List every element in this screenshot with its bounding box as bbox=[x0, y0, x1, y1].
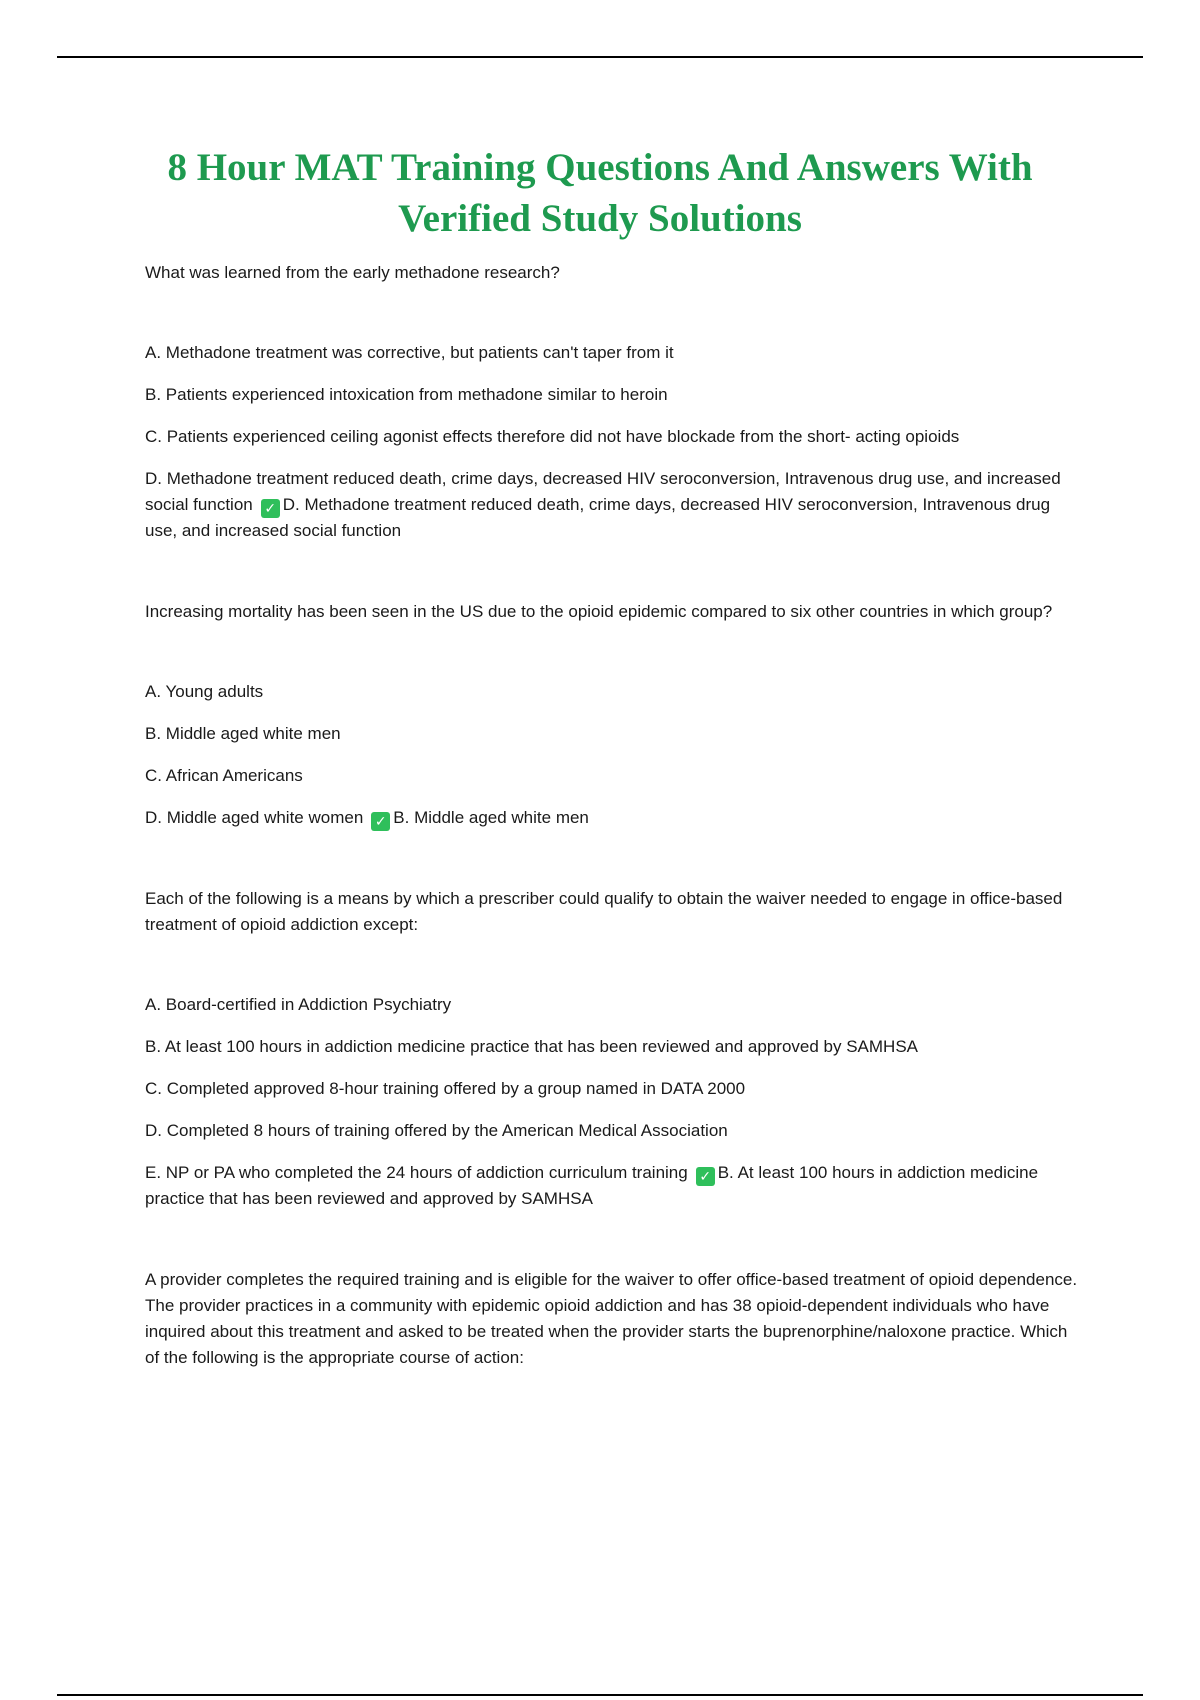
answer-text: B. At least 100 hours in addiction medicine practice that has been reviewed and approved by SAMHSA bbox=[145, 1163, 1039, 1208]
answer-text: D. Methadone treatment reduced death, crime days, decreased HIV seroconversion, Intravenous drug use, and increased social function bbox=[145, 495, 1051, 540]
option-c: C. African Americans bbox=[145, 766, 303, 785]
option-b: B. At least 100 hours in addiction medicine practice that has been reviewed and approved by SAMHSA bbox=[145, 1037, 919, 1056]
option-c: C. Patients experienced ceiling agonist effects therefore did not have blockade from the short- acting opioids bbox=[145, 427, 960, 446]
option-d-with-answer bbox=[145, 466, 1080, 544]
option-a: A. Board-certified in Addiction Psychiatry bbox=[145, 995, 452, 1014]
option-c: C. Completed approved 8-hour training offered by a group named in DATA 2000 bbox=[145, 1079, 746, 1098]
top-rule bbox=[57, 56, 1143, 58]
questions-list bbox=[145, 260, 1080, 1371]
check-icon: ✓ bbox=[261, 499, 280, 518]
option-d-with-answer bbox=[145, 805, 1080, 831]
option-d: D. Middle aged white women bbox=[145, 808, 364, 827]
option-e: E. NP or PA who completed the 24 hours of addiction curriculum training bbox=[145, 1163, 688, 1182]
option-a: A. Methadone treatment was corrective, but patients can't taper from it bbox=[145, 343, 674, 362]
document-title: 8 Hour MAT Training Questions And Answers With Verified Study Solutions bbox=[167, 146, 1033, 240]
options-list bbox=[145, 340, 1080, 544]
option-e-with-answer bbox=[145, 1160, 1080, 1212]
question-text: A provider completes the required training and is eligible for the waiver to offer office-based treatment of opioid dependence. The provider practices in a community with epidemic opioid addiction and has 38 opioid-dependent individuals who have inquired about this treatment and asked to be treated when the provider starts the buprenorphine/naloxone practice. Which of the following is the appropriate course of action: bbox=[145, 1270, 1078, 1367]
answer-text: B. Middle aged white men bbox=[393, 808, 589, 827]
options-list bbox=[145, 992, 1080, 1212]
question-text: What was learned from the early methadone research? bbox=[145, 263, 560, 282]
question-block bbox=[145, 886, 1080, 1212]
check-icon: ✓ bbox=[696, 1167, 715, 1186]
bottom-rule bbox=[57, 1694, 1143, 1696]
option-b: B. Patients experienced intoxication from methadone similar to heroin bbox=[145, 385, 668, 404]
question-block bbox=[145, 599, 1080, 831]
check-icon: ✓ bbox=[371, 812, 390, 831]
question-text: Each of the following is a means by which a prescriber could qualify to obtain the waiver needed to engage in office-based treatment of opioid addiction except: bbox=[145, 889, 1063, 934]
question-text: Increasing mortality has been seen in the US due to the opioid epidemic compared to six other countries in which group? bbox=[145, 602, 1053, 621]
option-a: A. Young adults bbox=[145, 682, 264, 701]
question-block bbox=[145, 1267, 1080, 1371]
options-list bbox=[145, 679, 1080, 831]
question-block bbox=[145, 260, 1080, 544]
option-b: B. Middle aged white men bbox=[145, 724, 341, 743]
option-d: D. Methadone treatment reduced death, crime days, decreased HIV seroconversion, Intravenous drug use, and increased social function bbox=[145, 469, 1061, 514]
option-d: D. Completed 8 hours of training offered by the American Medical Association bbox=[145, 1121, 728, 1140]
